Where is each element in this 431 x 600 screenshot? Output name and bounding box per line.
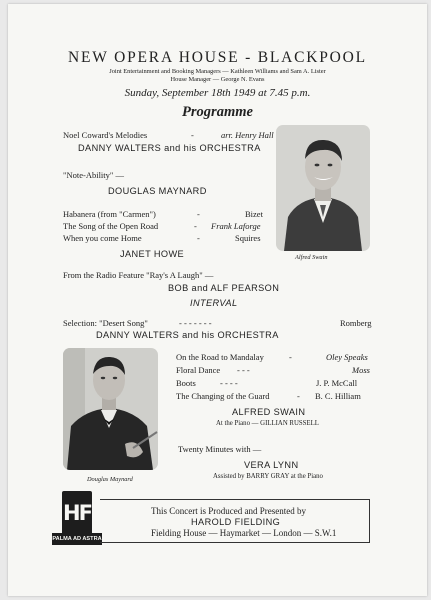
douglas-maynard-photo: [63, 348, 158, 470]
pearson-name: BOB and ALF PEARSON: [168, 283, 280, 293]
band-name-1: DANNY WALTERS and his ORCHESTRA: [78, 143, 261, 153]
swain-song-dashes: -: [289, 352, 292, 362]
swain-song-title: On the Road to Mandalay: [176, 352, 264, 362]
song-title: When you come Home: [63, 233, 142, 243]
swain-song-dashes: - - - -: [220, 378, 238, 388]
song-dash: -: [197, 233, 200, 243]
producer-name: HAROLD FIELDING: [191, 517, 281, 527]
coward-melodies-title: Noel Coward's Melodies: [63, 130, 148, 140]
house-manager-line: House Manager — George N. Evans: [170, 76, 265, 83]
song-title: The Song of the Open Road: [63, 221, 159, 231]
hf-logo: [62, 491, 92, 535]
song-dash: -: [194, 221, 197, 231]
hf-motto-banner: PALMA AD ASTRA: [52, 533, 102, 545]
producer-line-1: This Concert is Produced and Presented by: [151, 506, 306, 516]
vera-lynn-name: VERA LYNN: [244, 460, 299, 470]
selection-composer: Romberg: [340, 318, 372, 328]
swain-song-dashes: - - -: [237, 365, 250, 375]
concert-date: Sunday, September 18th 1949 at 7.45 p.m.: [124, 87, 311, 99]
venue-title: NEW OPERA HOUSE - BLACKPOOL: [68, 49, 367, 66]
song-dash: -: [197, 209, 200, 219]
swain-song-composer: B. C. Hilliam: [315, 391, 361, 401]
janet-howe-name: JANET HOWE: [120, 249, 185, 259]
radio-feature-title: From the Radio Feature "Ray's A Laugh" —: [63, 270, 214, 280]
piano-credit-2: Assisted by BARRY GRAY at the Piano: [213, 473, 323, 480]
alfred-swain-caption: Alfred Swain: [295, 254, 328, 261]
coward-arranger: arr. Henry Hall: [221, 130, 274, 140]
managers-line: Joint Entertainment and Booking Managers — Kathleen Williams and Sam A. Lister: [109, 68, 326, 75]
song-composer: Squires: [235, 233, 261, 243]
douglas-maynard-caption: Douglas Maynard: [87, 476, 133, 483]
interval-heading: INTERVAL: [190, 298, 238, 308]
swain-song-composer: Oley Speaks: [326, 352, 368, 362]
swain-song-dashes: -: [297, 391, 300, 401]
swain-song-title: The Changing of the Guard: [176, 391, 270, 401]
swain-song-title: Boots: [176, 378, 196, 388]
twenty-minutes-title: Twenty Minutes with —: [178, 444, 262, 454]
swain-song-composer: J. P. McCall: [316, 378, 358, 388]
song-title: Habanera (from "Carmen"): [63, 209, 156, 219]
swain-song-composer: Moss: [352, 365, 370, 375]
song-composer: Bizet: [245, 209, 263, 219]
alfred-swain-photo: [276, 125, 370, 251]
alfred-swain-name: ALFRED SWAIN: [232, 407, 306, 417]
swain-song-title: Floral Dance: [176, 365, 221, 375]
note-ability-title: "Note-Ability" —: [63, 170, 125, 180]
selection-title: Selection: "Desert Song": [63, 318, 148, 328]
douglas-maynard-name: DOUGLAS MAYNARD: [108, 186, 207, 196]
producer-address: Fielding House — Haymarket — London — S.W.1: [151, 528, 337, 538]
piano-credit-1: At the Piano — GILLIAN RUSSELL: [216, 420, 319, 427]
programme-page: [8, 4, 427, 596]
coward-dash: -: [191, 130, 194, 140]
hf-logo-letters: HF: [63, 501, 91, 525]
programme-heading: Programme: [182, 104, 253, 120]
song-composer: Frank Laforge: [211, 221, 261, 231]
band-name-2: DANNY WALTERS and his ORCHESTRA: [96, 330, 279, 340]
selection-dashes: - - - - - - -: [179, 318, 212, 328]
